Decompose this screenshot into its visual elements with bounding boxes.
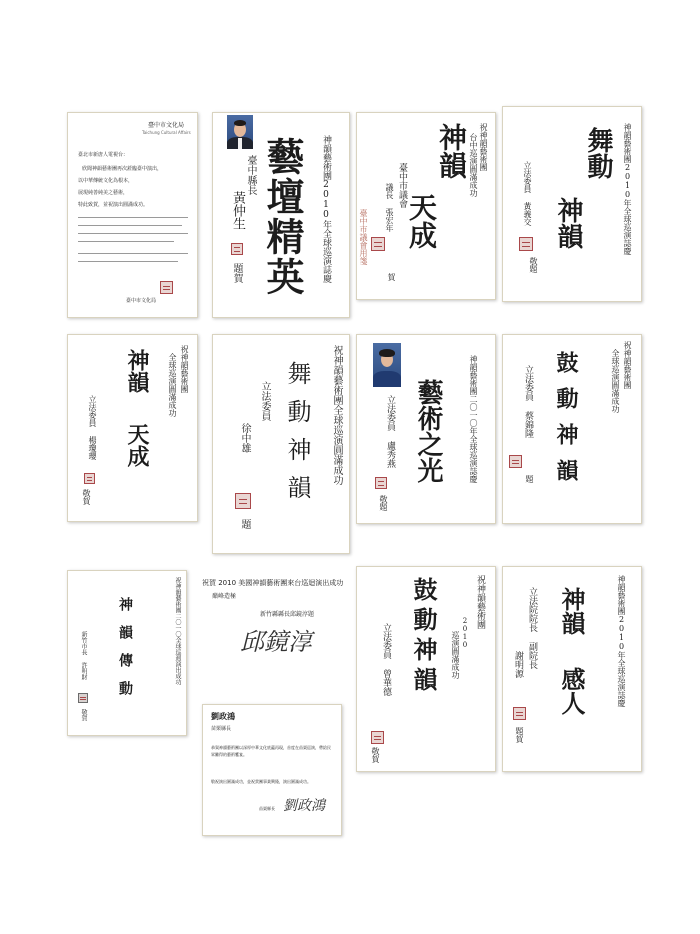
main-calligraphy: 天成 (124, 423, 150, 467)
blessing-header: 全球巡演圓滿成功 (611, 349, 620, 413)
main-calligraphy: 藝壇精英 (260, 137, 305, 297)
red-seal (84, 473, 95, 484)
letter-salutation: 臺北市新唐人電視台： (78, 152, 129, 158)
signer-closing: 賀 (387, 273, 396, 281)
blessing-header: 神韻藝術團2010年全球巡演誌慶 (623, 123, 632, 255)
letter-body-line: 特此致賀，並祝演出圓滿成功。 (78, 202, 149, 208)
signer-title: 臺中縣長 (245, 155, 256, 195)
main-calligraphy: 舞動神韻 (283, 361, 311, 513)
signer-closing: 敬賀 (80, 709, 87, 721)
card-calligraphy-council (356, 112, 496, 300)
portrait-photo (227, 115, 253, 149)
main-calligraphy: 天成 (405, 193, 438, 249)
main-calligraphy: 鼓動神韻 (553, 351, 579, 495)
blessing-header: 祝神韻藝術團 (623, 341, 632, 389)
card-calligraphy-yang (67, 334, 198, 522)
signer-name: 徐中雄 (239, 423, 250, 453)
red-seal (375, 477, 387, 489)
letter-body-line: 恭賀神韻藝術團以深厚中華文化底蘊再現，首度在苗栗巡演，帶給民眾難得的藝術饗宴。 (211, 745, 331, 757)
blessing-header: 2010 (461, 617, 469, 649)
red-seal (231, 243, 243, 255)
blessing-header: 祝神韻藝術團全球巡演圓滿成功 (331, 345, 342, 485)
main-calligraphy: 神韻 (124, 349, 150, 393)
red-seal (371, 237, 385, 251)
signer-title: 立法委員 (259, 381, 270, 421)
signer-title: 立法院院長 副院長 (527, 587, 537, 669)
signer-name: 立法委員 盧秀燕 (385, 395, 395, 468)
letter-sign: 臺中市文化局 (126, 298, 157, 304)
blessing-header: 祝神韻藝術團 (479, 123, 488, 171)
blessing-header: 祝神韻藝術團二〇一〇全球巡迴演出成功 (174, 577, 181, 685)
main-calligraphy: 藝術之光 (413, 379, 443, 483)
card-miaoli-letter (202, 704, 342, 836)
signer-name: 立法委員 黃義交 (523, 161, 532, 226)
card-calligraphy-zeng (356, 566, 496, 772)
signer-closing: 敬賀 (82, 489, 91, 505)
letter-title: 劉政鴻 (211, 712, 235, 721)
blessing-header: 台中巡演圓滿成功 (469, 133, 478, 197)
letter-body-line: 敬祝演出圓滿成功，並祝貴團事業興隆，演出圓滿成功。 (211, 779, 311, 784)
blessing-header: 全球巡演圓滿成功 (168, 353, 177, 417)
signer-closing: 敬題 (379, 495, 388, 511)
red-seal (78, 693, 88, 703)
signer-name: 立法委員 曾華德 (381, 623, 391, 696)
signer-name: 黃仲生 (230, 191, 245, 230)
card-calligraphy-xu (212, 334, 350, 554)
blessing-header: 祝神韻藝術團 (180, 345, 189, 393)
blessing-header: 祝神韻藝術團 (475, 575, 485, 629)
portrait-photo (373, 343, 401, 387)
letter-sign: 苗栗縣長 (259, 806, 275, 811)
signer-name: 新竹市長 許明財 (80, 631, 87, 680)
signer-name: 謝明源 (513, 651, 523, 678)
signer-closing: 題 (239, 519, 250, 529)
signer-closing: 題賀 (231, 263, 242, 283)
letterhead: 臺中市文化局 (148, 122, 185, 129)
signer-closing: 敬題 (529, 257, 538, 273)
card-calligraphy-lu (356, 334, 496, 524)
main-calligraphy: 神韻傳動 (117, 597, 133, 709)
signer-closing: 題 (525, 475, 534, 483)
red-seal (519, 237, 533, 251)
card-cultural-affairs-letter (67, 112, 198, 318)
blessing-header: 神韻藝術團2010年全球巡演誌慶 (321, 135, 331, 283)
blessing-header: 神韻藝術團2010年全球巡演誌慶 (617, 575, 626, 707)
card-calligraphy-xie (502, 566, 642, 772)
main-calligraphy: 鼓動神韻 (409, 577, 438, 697)
main-calligraphy: 神韻 (557, 587, 586, 635)
letterhead-en: Taichung Cultural Affairs (142, 130, 191, 135)
signer-name: 立法委員 蔡錦隆 (523, 365, 533, 438)
signer-closing: 敬賀 (371, 747, 380, 763)
red-seal (509, 455, 522, 468)
letter-body-line: 以中華傳統文化為根本， (78, 178, 134, 184)
card-calligraphy-wudong-huang (502, 106, 642, 302)
main-calligraphy: 舞動 (583, 127, 613, 179)
handwritten-signature: 邱鏡淳 (240, 628, 312, 656)
signer-name: 議長 張宏年 (385, 183, 394, 232)
blessing-header: 巡演圓滿成功 (451, 631, 460, 679)
letter-body-line: 展現純善純美之藝術， (78, 190, 129, 196)
main-calligraphy: 神韻 (553, 197, 583, 249)
card-calligraphy-hsinchu-city (67, 570, 187, 736)
card-calligraphy-cai (502, 334, 642, 524)
note-line-2: 巔峰造極 (212, 593, 237, 600)
blessing-header: 神韻藝術團二〇一〇年全球巡演誌慶 (469, 355, 478, 483)
handwritten-signature: 劉政鴻 (283, 798, 325, 814)
card-hsinchu-county-note (200, 572, 350, 690)
signer-name: 立法委員 楊瓊瓔 (88, 395, 97, 460)
red-seal (513, 707, 526, 720)
red-seal (371, 731, 384, 744)
note-line-1: 祝賀 2010 美國神韻藝術團來台巡迴演出成功 (202, 579, 344, 587)
main-calligraphy: 感人 (557, 667, 586, 715)
letter-salutation: 苗栗縣長 (211, 726, 232, 732)
note-line-3: 新竹縣縣長邱鏡淳題 (260, 611, 315, 618)
red-seal (235, 493, 251, 509)
seal-text: 臺中市議會用箋 (359, 209, 368, 265)
signer-closing: 題賀 (515, 727, 524, 743)
card-calligraphy-yitan-jingying (212, 112, 350, 318)
org-name: 臺中市議會 (397, 163, 407, 208)
main-calligraphy: 神韻 (435, 123, 468, 179)
letter-body-line: 欣聞神韻藝術團再次蒞臨臺中演出， (82, 166, 163, 172)
red-seal (160, 281, 173, 294)
